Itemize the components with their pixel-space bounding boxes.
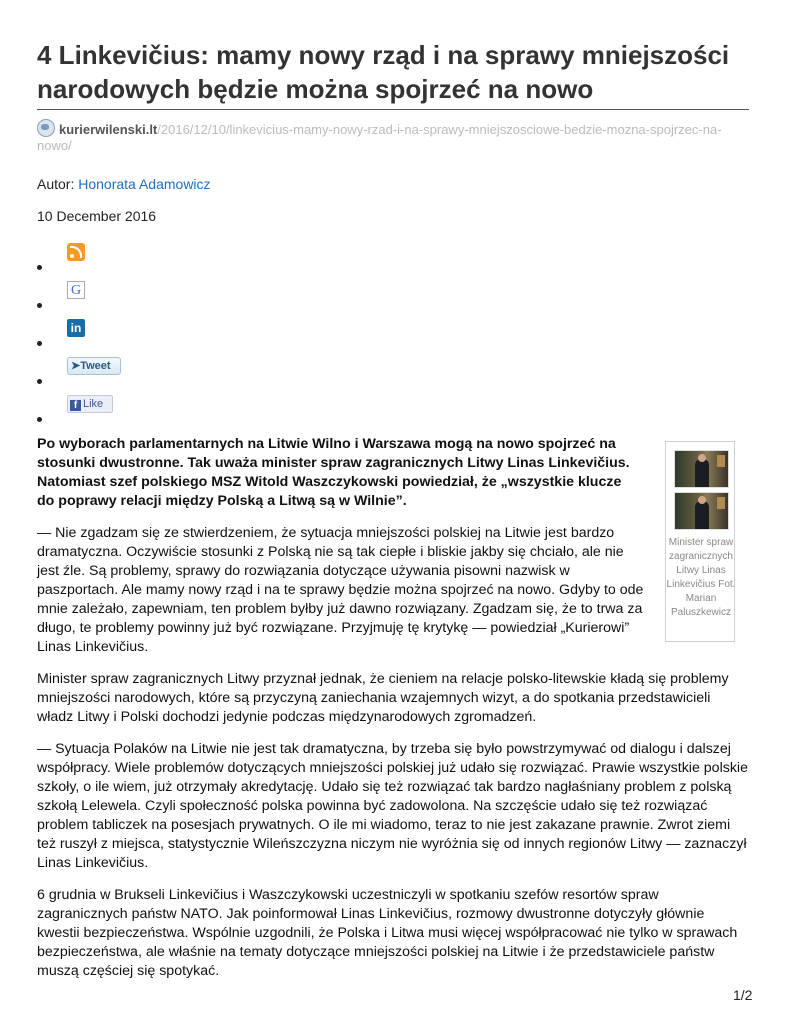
- bullet: [37, 341, 42, 346]
- bullet: [37, 417, 42, 422]
- title-divider: [37, 109, 749, 110]
- article-body: [37, 435, 749, 994]
- article-title: 4 Linkevičius: mamy nowy rząd i na sprawy mniejszości narodowych będzie można spojrzeć na nowo: [37, 40, 730, 104]
- bullet: [37, 265, 42, 270]
- paragraph: 6 grudnia w Brukseli Linkevičius i Waszczykowski uczestniczyli w spotkaniu szefów resortów spraw zagranicznych państw NATO. Jak poinformował Linas Linkevičius, rozmowy dwustronne dotyczyły głównie kwestii bezpieczeństwa. Wspólnie uzgodnili, że Polska i Litwa musi więcej współpracować nie tylko w sprawach bezpieczeństwa, ale właśnie na tematy dotyczące mniejszości polskiej na Litwie i że przedstawiciele państw muszą częściej się spotykać.: [37, 887, 738, 979]
- paragraph: — Sytuacja Polaków na Litwie nie jest tak dramatyczna, by trzeba się było powstrzymywać od dialogu i dalszej współpracy. Wiele problemów dotyczących mniejszości polskiej już udało się rozwiązać. Prawie wszystkie polskie szkoły, o ile wiem, już otrzymały akredytację. Udało się też rozwiązać tak bardzo nagłaśniany problem z polską szkołą Lelewela. Czyli społeczność polska powinna być zadowolona. Na szczęście udało się też rozwiązać problem tabliczek na posesjach prywatnych. O ile mi wiadomo, teraz to nie jest zakazane prawnie. Zwrot ziemi też ruszył z miejsca, statystycznie Wileńszczyzna niczym nie wyróżnia się od innych regionów Litwy — zaznaczył Linas Linkevičius.: [37, 741, 748, 871]
- photo-thumbnail[interactable]: [674, 492, 729, 530]
- page-number: 1/2: [733, 987, 753, 1003]
- author-line: [37, 176, 211, 192]
- tweet-label: Tweet: [80, 360, 111, 372]
- bird-icon: ➤: [71, 360, 81, 372]
- author-label: Autor:: [37, 176, 75, 192]
- photo-caption: Minister spraw zagranicznych Litwy Linas Linkevičius Fot. Marian Paluszkewicz: [666, 537, 736, 618]
- source-path[interactable]: /2016/12/10/linkevicius-mamy-nowy-rzad-i-na-sprawy-mniejszosciowe-bedzie-mozna-spojrzec-na-nowo/: [37, 122, 722, 153]
- photo-figure: [665, 441, 735, 642]
- photo-thumbnail[interactable]: [674, 450, 729, 488]
- globe-icon: [37, 119, 55, 137]
- author-link[interactable]: Honorata Adamowicz: [78, 176, 211, 192]
- google-icon[interactable]: G: [67, 281, 85, 299]
- paragraph: Minister spraw zagranicznych Litwy przyznał jednak, że cieniem na relacje polsko-litewskie kładą się problemy mniejszości narodowych, które są przyczyną zaniechania wzajemnych wizyt, a do spotkania przedstawicieli władz Litwy i Polski dochodzi jedynie podczas międzynarodowych zgromadzeń.: [37, 671, 729, 725]
- paragraph: — Nie zgadzam się ze stwierdzeniem, że sytuacja mniejszości polskiej na Litwie jest bardzo dramatyczna. Oczywiście stosunki z Polską nie są tak ciepłe i bliskie jakby się chciało, ale nie jest źle. Są problemy, sprawy do rozwiązania dotyczące używania pisowni nazwisk w paszportach. Ale mamy nowy rząd i na te sprawy będzie można spojrzeć na nowo. Gdyby to ode mnie zależało, zapewniam, ten problem byłby już dawno rozwiązany. Zgadzam się, że to trwa za długo, te problemy powinny już być rozwiązane. Przyjmuję tę krytykę — powiedział „Kurierowi” Linas Linkevičius.: [37, 525, 644, 655]
- article-lead: Po wyborach parlamentarnych na Litwie Wilno i Warszawa mogą na nowo spojrzeć na stosunki dwustronne. Tak uważa minister spraw zagranicznych Litwy Linas Linkevičius. Natomiast szef polskiego MSZ Witold Waszczykowski powiedział, że „wszystkie klucze do poprawy relacji między Polską a Litwą są w Wilnie”.: [37, 436, 630, 509]
- source-site[interactable]: kurierwilenski.lt: [59, 122, 158, 137]
- article-date: 10 December 2016: [37, 208, 157, 224]
- source-line: [37, 119, 749, 154]
- bullet: [37, 379, 42, 384]
- bullet: [37, 303, 42, 308]
- facebook-like-button[interactable]: [67, 395, 113, 413]
- tweet-button[interactable]: [67, 357, 121, 375]
- facebook-icon: f: [70, 400, 81, 411]
- like-label: Like: [83, 398, 104, 410]
- linkedin-icon[interactable]: in: [67, 319, 85, 337]
- rss-icon[interactable]: [67, 243, 85, 261]
